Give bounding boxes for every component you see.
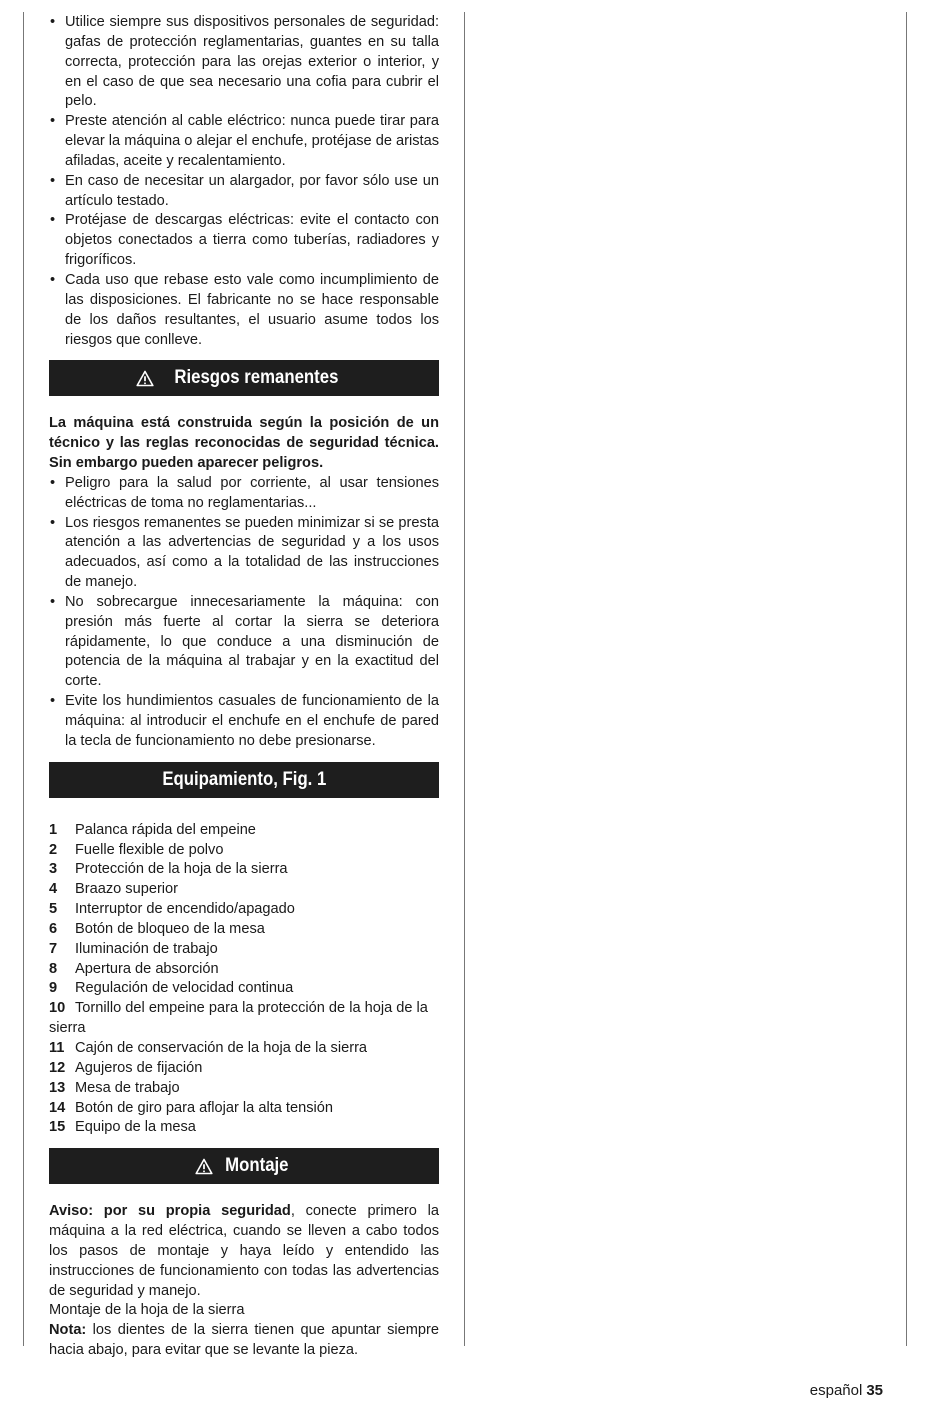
aviso-label: Aviso: por su propia seguridad [49,1203,291,1220]
list-item: • No sobrecargue innecesariamente la máquina: con presión más fuerte al cortar la sierra se deteriora rápidamente, lo que conduce a una disminución de potencia de la máquina al trabajar y en la exactitud del corte. [49,593,439,692]
page-footer [810,1382,883,1399]
list-item: • Cada uso que rebase esto vale como incumplimiento de las disposiciones. El fabricante no se hace responsable de los daños resultantes, el usuario asume todos los riesgos que conlleve. [49,271,439,350]
riesgos-intro: La máquina está construida según la posición de un técnico y las reglas reconocidas de seguridad técnica. Sin embargo pueden aparecer peligros. [49,415,439,472]
section-title: Equipamiento, Fig. 1 [162,767,326,790]
item-number: 2 [49,841,58,858]
item-number: 6 [49,920,58,937]
list-item: • Los riesgos remanentes se pueden minimizar si se presta atención a las advertencias de seguridad y a los usos adecuados, así como a la totalidad de las instrucciones de manejo. [49,514,439,593]
list-item [49,821,439,841]
section-heading-equipamiento [49,762,439,798]
item-label: Apertura de absorción [75,960,219,977]
parts-list [49,821,439,1139]
column-rule-middle [464,12,465,1346]
list-item [49,1118,439,1138]
section-heading-montaje [49,1148,439,1184]
item-number: 8 [49,960,58,977]
item-number: 11 [49,1039,65,1056]
item-label: Tornillo del empeine para la protección de la hoja de la sierra [49,1000,428,1037]
list-item [49,979,439,999]
section-title: Montaje [224,1154,289,1177]
aviso-paragraph [49,1202,439,1301]
list-item [49,860,439,880]
section-heading-riesgos [49,360,439,396]
page-number: 35 [866,1382,883,1399]
item-label: Equipo de la mesa [75,1119,196,1136]
list-item [49,1099,439,1119]
item-label: Fuelle flexible de polvo [75,841,224,858]
section-title: Riesgos remanentes [174,366,339,389]
item-number: 13 [49,1079,66,1096]
list-item [49,900,439,920]
list-item [49,999,439,1039]
riesgos-bullet-list [49,474,439,752]
list-item: • Evite los hundimientos casuales de funcionamiento de la máquina: al introducir el enchufe en el enchufe de pared la tecla de funcionamiento no debe presionarse. [49,692,439,752]
item-label: Agujeros de fijación [75,1059,203,1076]
nota-text: los dientes de la sierra tienen que apuntar siempre hacia abajo, para evitar que se levante la pieza. [49,1322,439,1359]
list-item: • Preste atención al cable eléctrico: nunca puede tirar para elevar la máquina o alejar el enchufe, protéjase de aristas afiladas, aceite y recalentamiento. [49,112,439,172]
column-rule-left [23,12,24,1346]
warning-triangle-icon [136,370,154,387]
item-number: 5 [49,901,58,918]
item-label: Regulación de velocidad continua [75,980,294,997]
item-number: 4 [49,881,58,898]
list-item: • En caso de necesitar un alargador, por favor sólo use un artículo testado. [49,172,439,212]
item-label: Iluminación de trabajo [75,940,218,957]
warning-triangle-icon [195,1158,213,1175]
item-number: 14 [49,1099,66,1116]
montaje-subheading: Montaje de la hoja de la sierra [49,1302,245,1319]
item-label: Cajón de conservación de la hoja de la sierra [75,1039,368,1056]
list-item [49,880,439,900]
aviso-text: , conecte primero la máquina a la red eléctrica, cuando se lleven a cabo todos los pasos de montaje y haya leído y entendido las instrucciones de funcionamiento con todas las advertencias de seguridad y manejo. [49,1203,439,1299]
item-number: 1 [49,821,58,838]
list-item [49,920,439,940]
item-number: 15 [49,1119,66,1136]
list-item [49,960,439,980]
item-label: Braazo superior [75,881,179,898]
item-number: 3 [49,861,58,878]
list-item [49,1059,439,1079]
intro-bullet-list [49,13,439,350]
nota-paragraph [49,1321,439,1361]
item-number: 7 [49,940,58,957]
item-label: Botón de bloqueo de la mesa [75,920,265,937]
list-item: • Protéjase de descargas eléctricas: evite el contacto con objetos conectados a tierra como tuberías, radiadores y frigoríficos. [49,211,439,271]
montaje-body [49,1202,439,1361]
left-column [49,13,439,1361]
list-item [49,940,439,960]
item-label: Palanca rápida del empeine [75,821,256,838]
item-label: Interruptor de encendido/apagado [75,901,295,918]
nota-label: Nota: [49,1322,87,1339]
item-label: Botón de giro para aflojar la alta tensión [75,1099,333,1116]
list-item: • Peligro para la salud por corriente, al usar tensiones eléctricas de toma no reglamentarias... [49,474,439,514]
item-label: Mesa de trabajo [75,1079,180,1096]
list-item [49,841,439,861]
list-item [49,1039,439,1059]
list-item [49,1079,439,1099]
list-item: • Utilice siempre sus dispositivos personales de seguridad: gafas de protección reglamentarias, guantes en su talla correcta, protección para las orejas exterior o interior, y en el caso de que sea necesario una cofia para cubrir el pelo. [49,13,439,112]
footer-language: español [809,1382,863,1399]
column-rule-right [906,12,907,1346]
item-number: 9 [49,980,58,997]
item-label: Protección de la hoja de la sierra [75,861,288,878]
item-number: 12 [49,1059,66,1076]
item-number: 10 [49,1000,66,1017]
